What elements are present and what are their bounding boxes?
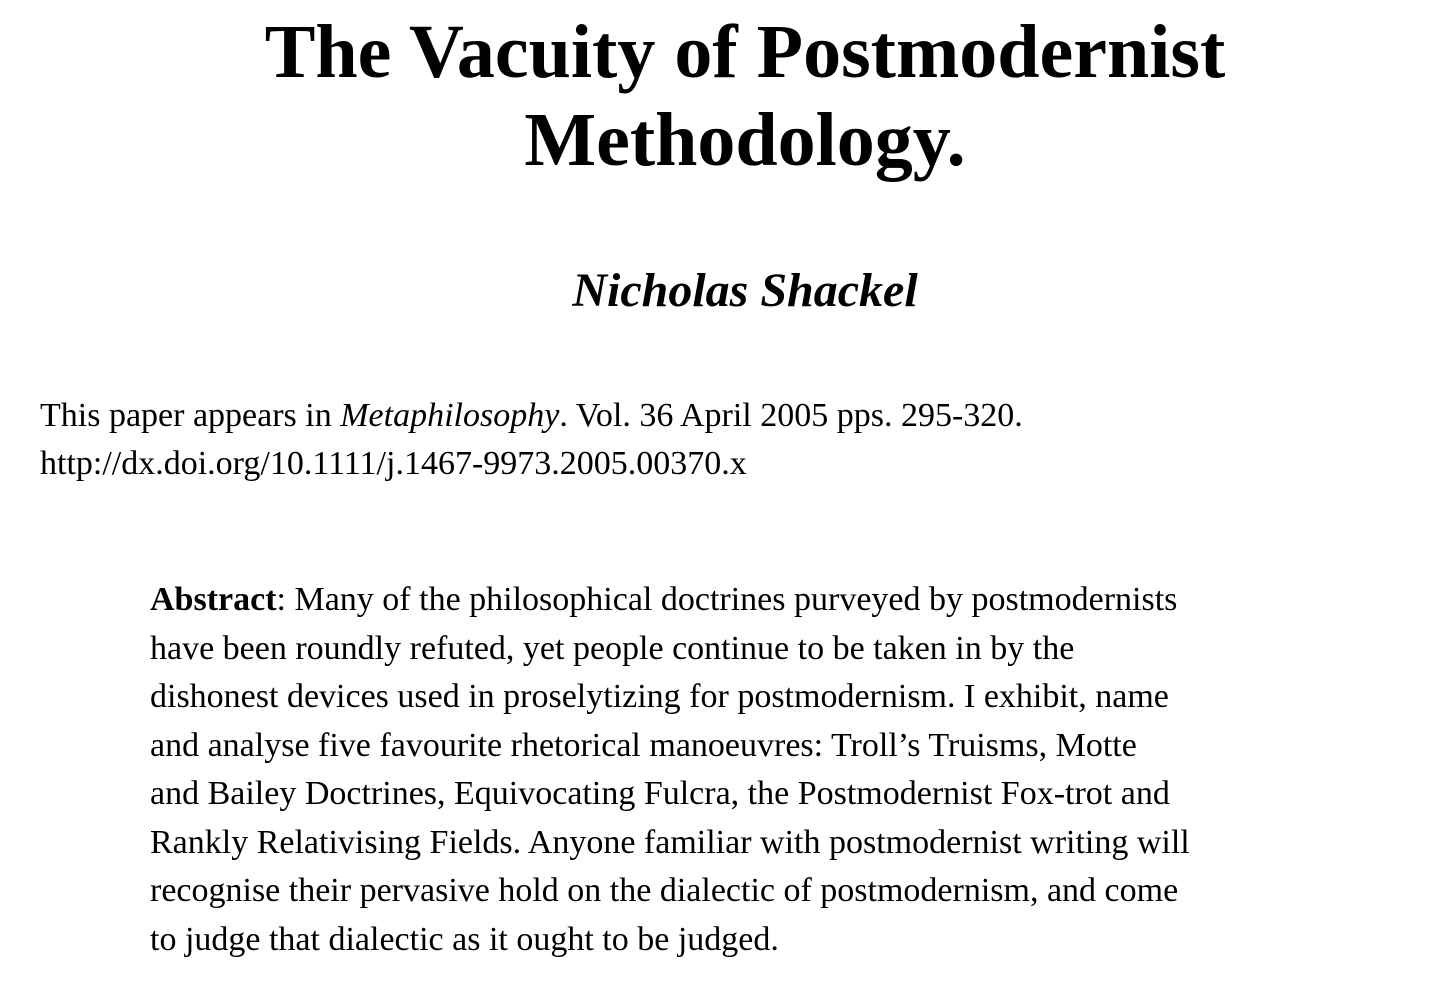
- paper-author: Nicholas Shackel: [572, 264, 918, 317]
- abstract-line: recognise their pervasive hold on the dialectic of postmodernism, and come: [150, 872, 1179, 909]
- publication-prefix: This paper appears in: [40, 397, 341, 434]
- abstract-line: to judge that dialectic as it ought to be judged.: [150, 920, 779, 958]
- abstract: [150, 576, 1370, 964]
- paper-title-line-1: The Vacuity of Postmodernist: [264, 10, 1226, 94]
- abstract-colon: :: [276, 581, 286, 618]
- publication-citation: [40, 392, 1420, 440]
- publication-info: [40, 392, 1420, 488]
- doi-link[interactable]: http://dx.doi.org/10.1111/j.1467-9973.2005.00370.x: [40, 445, 747, 482]
- paper-title: [0, 8, 1456, 184]
- abstract-line: and analyse five favourite rhetorical manoeuvres: Troll’s Truisms, Motte: [150, 726, 1137, 764]
- publication-suffix: . Vol. 36 April 2005 pps. 295-320.: [559, 397, 1023, 434]
- abstract-line-1-text: Many of the philosophical doctrines purveyed by postmodernists: [285, 581, 1178, 618]
- abstract-line: have been roundly refuted, yet people continue to be taken in by the: [150, 629, 1075, 667]
- abstract-label: Abstract: [150, 581, 277, 618]
- abstract-line: Rankly Relativising Fields. Anyone familiar with postmodernist writing will: [150, 823, 1190, 861]
- journal-name: Metaphilosophy: [340, 397, 560, 434]
- paper-title-line-2: Methodology.: [524, 98, 966, 182]
- abstract-line: and Bailey Doctrines, Equivocating Fulcra, the Postmodernist Fox-trot and: [150, 775, 1170, 812]
- abstract-line: dishonest devices used in proselytizing for postmodernism. I exhibit, name: [150, 678, 1169, 715]
- abstract-line: [150, 576, 1370, 625]
